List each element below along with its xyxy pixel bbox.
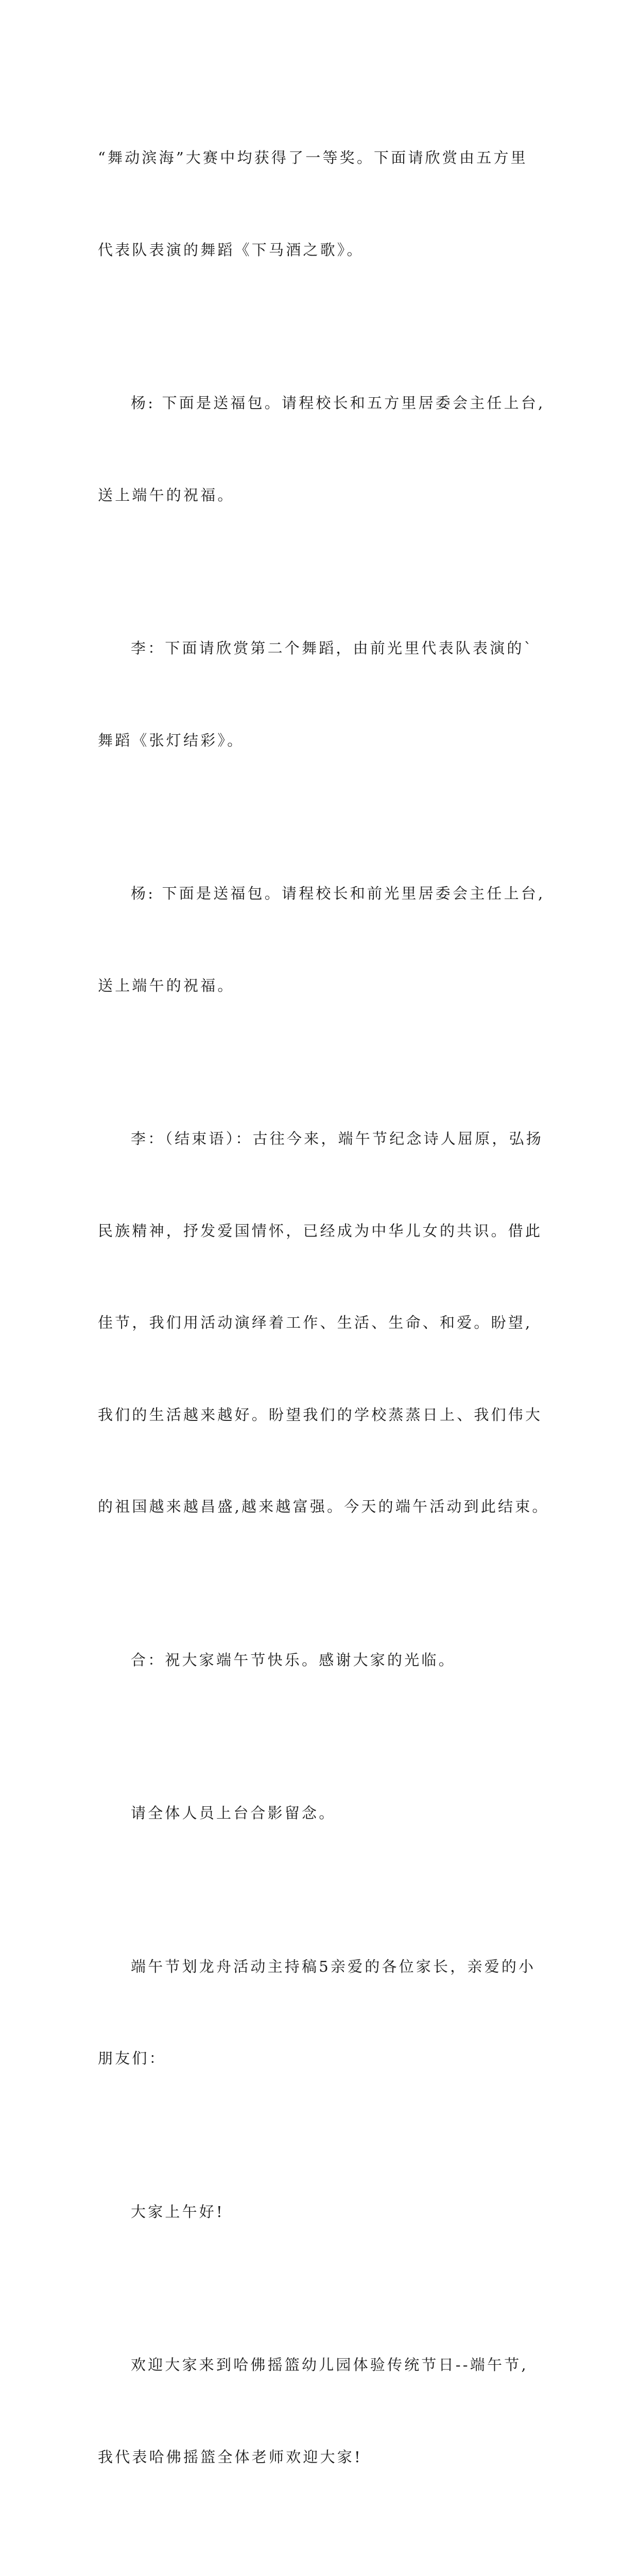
- paragraph: [98, 81, 541, 327]
- text-line: 大家上午好!: [131, 2202, 224, 2221]
- text-line: 我代表哈佛摇篮全体老师欢迎大家!: [98, 2448, 362, 2466]
- paragraph: [98, 572, 541, 817]
- paragraph: [98, 1062, 549, 1584]
- text-line: 杨: 下面是送福包。请程校长和前光里居委会主任上台,: [131, 885, 545, 902]
- text-line: 李：下面请欣赏第二个舞蹈，由前光里代表队表演的`: [131, 639, 534, 657]
- text-line: 的祖国越来越昌盛,越来越富强。今天的端午活动到此结束。: [98, 1498, 549, 1515]
- text-line: 代表队表演的舞蹈《下马酒之歌》。: [98, 241, 364, 259]
- paragraph: [98, 817, 545, 1062]
- paragraph: [98, 2289, 541, 2534]
- text-line: 舞蹈《张灯结彩》。: [98, 731, 245, 749]
- paragraph: [98, 1584, 541, 1737]
- paragraph: [98, 2534, 541, 2576]
- paragraph: [98, 1737, 541, 1890]
- paragraph: [98, 1890, 541, 2136]
- text-line: 送上端午的祝福。: [98, 486, 235, 504]
- text-line: 杨: 下面是送福包。请程校长和五方里居委会主任上台,: [131, 394, 545, 412]
- text-line: 李：（结束语）：古往今来，端午节纪念诗人屈原，弘扬: [131, 1130, 544, 1147]
- text-line: 合：祝大家端午节快乐。感谢大家的光临。: [131, 1651, 456, 1669]
- text-line: 请全体人员上台合影留念。: [131, 1804, 336, 1822]
- document-body: [98, 81, 549, 2576]
- paragraph: [98, 327, 545, 572]
- text-line: “舞动滨海”大赛中均获得了一等奖。下面请欣赏由五方里: [98, 149, 528, 166]
- text-line: 欢迎大家来到哈佛摇篮幼儿园体验传统节日--端午节,: [131, 2356, 528, 2374]
- text-line: 佳节，我们用活动演绎着工作、生活、生命、和爱。盼望,: [98, 1314, 532, 1331]
- text-line: 朋友们：: [98, 2049, 166, 2067]
- paragraph: [98, 2136, 541, 2289]
- text-line: 民族精神，抒发爱国情怀，已经成为中华儿女的共识。借此: [98, 1222, 543, 1240]
- text-line: 端午节划龙舟活动主持稿5亲爱的各位家长，亲爱的小: [131, 1957, 536, 1975]
- text-line: 送上端午的祝福。: [98, 976, 235, 994]
- text-line: 我们的生活越来越好。盼望我们的学校蒸蒸日上、我们伟大: [98, 1405, 543, 1423]
